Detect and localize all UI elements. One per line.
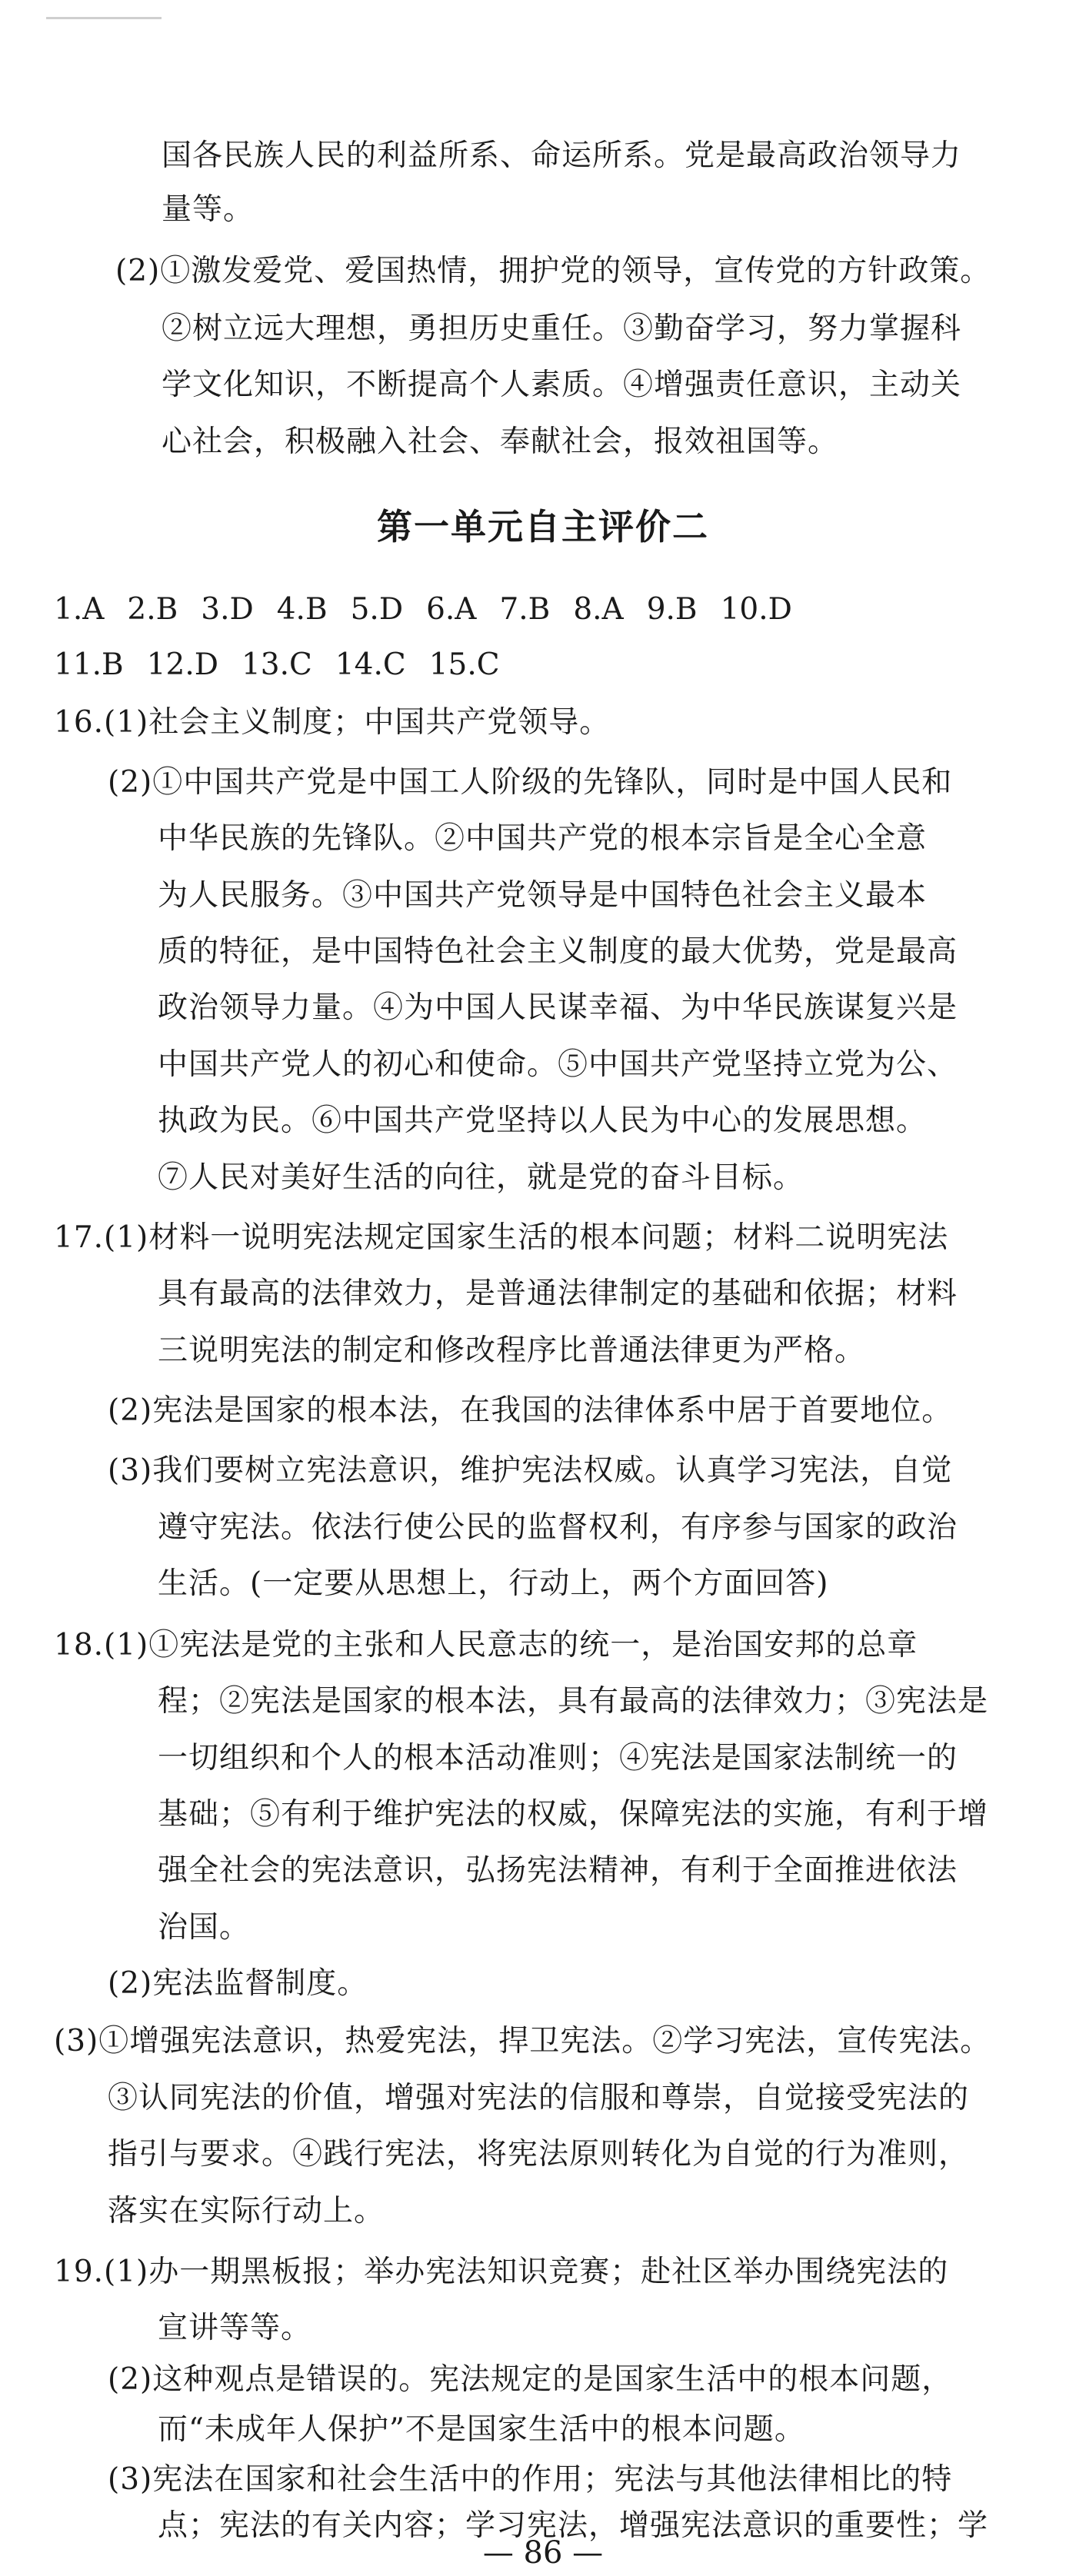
answer-item: 13.C [241,647,312,682]
q18-line-10: 指引与要求。④践行宪法，将宪法原则转化为自觉的行为准则， [108,2137,970,2172]
top-divider [46,17,162,19]
q18-line-2: 程；②宪法是国家的根本法，具有最高的法律效力；③宪法是 [158,1684,989,1719]
answer-item: 4.B [276,592,328,627]
q18-line-3: 一切组织和个人的根本活动准则；④宪法是国家法制统一的 [158,1741,958,1776]
q16-line-8: 执政为民。⑥中国共产党坚持以人民为中心的发展思想。 [158,1103,928,1138]
q17-line-7: 生活。(一定要从思想上，行动上，两个方面回答) [158,1566,829,1601]
q18-line-9: ③认同宪法的价值，增强对宪法的信服和尊崇，自觉接受宪法的 [108,2081,970,2115]
answers-row-2 [54,638,523,692]
answer-item: 10.D [720,592,792,627]
q19-line-5: (3)宪法在国家和社会生活中的作用；宪法与其他法律相比的特 [108,2462,953,2497]
answer-item: 9.B [646,592,698,627]
q18-line-8: (3)①增强宪法意识，热爱宪法，捍卫宪法。②学习宪法，宣传宪法。 [54,2024,991,2058]
q19-line-6: 点；宪法的有关内容；学习宪法，增强宪法意识的重要性；学 [158,2508,989,2543]
prev-line-5: 学文化知识，不断提高个人素质。④增强责任意识，主动关 [162,368,962,402]
prev-line-4: ②树立远大理想，勇担历史重任。③勤奋学习，努力掌握科 [162,311,962,346]
answer-item: 12.D [146,647,218,682]
q17-line-6: 遵守宪法。依法行使公民的监督权利，有序参与国家的政治 [158,1510,958,1545]
q19-line-2: 宣讲等等。 [158,2311,312,2345]
q18-line-7: (2)宪法监督制度。 [108,1966,368,2001]
q19-line-3: (2)这种观点是错误的。宪法规定的是国家生活中的根本问题， [108,2362,953,2397]
answer-item: 14.C [335,647,406,682]
prev-line-6: 心社会，积极融入社会、奉献社会，报效祖国等。 [162,424,839,459]
q16-line-1: 16.(1)社会主义制度；中国共产党领导。 [54,705,611,740]
answer-item: 3.D [201,592,254,627]
prev-line-3: (2)①激发爱党、爱国热情，拥护党的领导，宣传党的方针政策。 [115,254,991,288]
answer-item: 2.B [127,592,178,627]
q17-line-2: 具有最高的法律效力，是普通法律制定的基础和依据；材料 [158,1276,958,1311]
q18-line-6: 治国。 [158,1910,251,1945]
answer-item: 1.A [54,592,105,627]
prev-line-1: 国各民族人民的利益所系、命运所系。党是最高政治领导力 [162,138,962,173]
answer-item: 7.B [499,592,551,627]
q19-line-1: 19.(1)办一期黑板报；举办宪法知识竞赛；赴社区举办围绕宪法的 [54,2255,949,2289]
q19-line-4: 而“未成年人保护”不是国家生活中的根本问题。 [158,2412,805,2447]
answer-item: 5.D [350,592,404,627]
q17-line-5: (3)我们要树立宪法意识，维护宪法权威。认真学习宪法，自觉 [108,1453,953,1488]
section-title: 第一单元自主评价二 [377,506,709,547]
q17-line-3: 三说明宪法的制定和修改程序比普通法律更为严格。 [158,1333,866,1368]
answer-item: 15.C [428,647,500,682]
q16-line-3: 中华民族的先锋队。②中国共产党的根本宗旨是全心全意 [158,821,928,856]
q16-line-6: 政治领导力量。④为中国人民谋幸福、为中华民族谋复兴是 [158,990,958,1025]
page-number: — 86 — [482,2535,604,2571]
answers-row-1 [54,583,815,637]
q18-line-4: 基础；⑤有利于维护宪法的权威，保障宪法的实施，有利于增 [158,1797,989,1832]
q17-line-1: 17.(1)材料一说明宪法规定国家生活的根本问题；材料二说明宪法 [54,1220,949,1255]
q16-line-5: 质的特征，是中国特色社会主义制度的最大优势，党是最高 [158,934,958,969]
q16-line-2: (2)①中国共产党是中国工人阶级的先锋队，同时是中国人民和 [108,765,953,800]
q18-line-11: 落实在实际行动上。 [108,2194,385,2228]
q16-line-4: 为人民服务。③中国共产党领导是中国特色社会主义最本 [158,878,928,913]
q16-line-7: 中国共产党人的初心和使命。⑤中国共产党坚持立党为公、 [158,1047,958,1082]
answer-item: 8.A [573,592,624,627]
answer-item: 6.A [426,592,477,627]
q18-line-5: 强全社会的宪法意识，弘扬宪法精神，有利于全面推进依法 [158,1853,958,1888]
q17-line-4: (2)宪法是国家的根本法，在我国的法律体系中居于首要地位。 [108,1393,953,1428]
q16-line-9: ⑦人民对美好生活的向往，就是党的奋斗目标。 [158,1160,805,1195]
q18-line-1: 18.(1)①宪法是党的主张和人民意志的统一，是治国安邦的总章 [54,1628,918,1662]
answer-item: 11.B [54,647,124,682]
prev-line-2: 量等。 [162,192,255,227]
